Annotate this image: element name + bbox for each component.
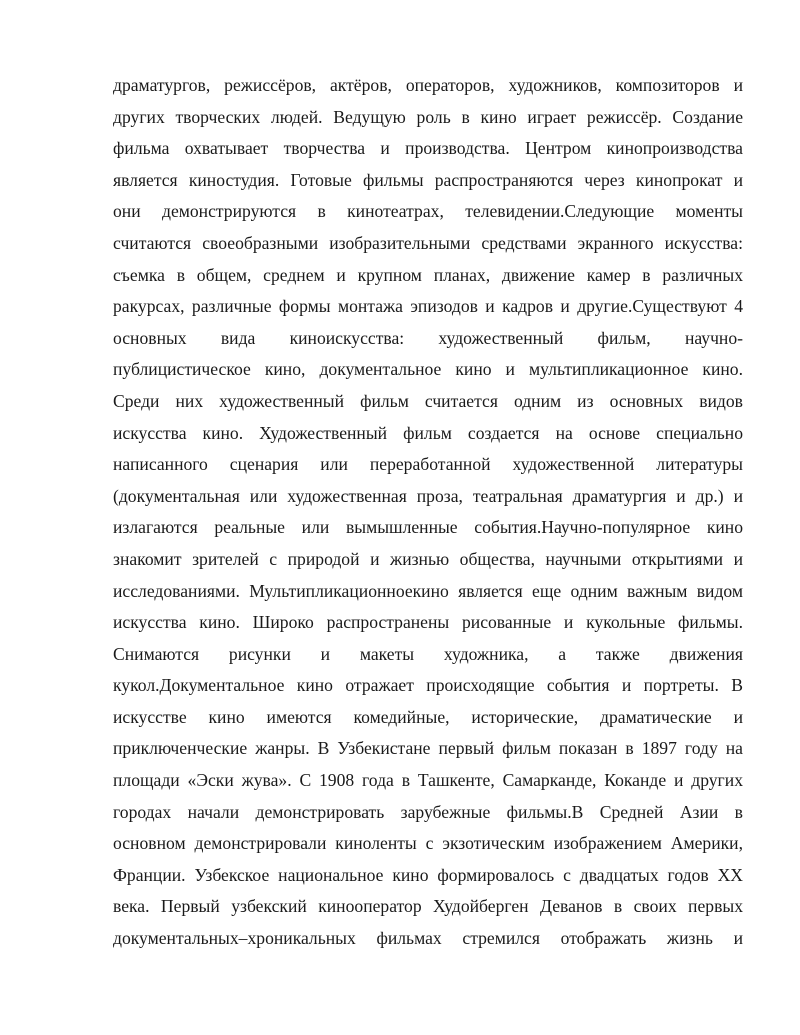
text-line: считаются своеобразными изобразительными средствами экранного искусства: [113,232,743,253]
text-line: других творческих людей. Ведущую роль в кино играет режиссёр. Создание [113,106,743,127]
text-line: знакомит зрителей с природой и жизнью общества, научными открытиями и [113,548,743,569]
text-line: документальных–хроникальных фильмах стремился отображать жизнь и [113,928,743,949]
text-line: исследованиями. Мультипликационноекино является еще одним важным видом [113,580,743,601]
text-line: публицистическое кино, документальное кино и мультипликационное кино. [113,359,743,380]
text-line: городах начали демонстрировать зарубежные фильмы.В Средней Азии в [113,801,743,822]
text-line: является киностудия. Готовые фильмы распространяются через кинопрокат и [113,169,743,190]
text-line: они демонстрируются в кинотеатрах, телевидении.Следующие моменты [113,201,743,222]
text-line: кукол.Документальное кино отражает происходящие события и портреты. В [113,675,743,696]
text-line: искусства кино. Художественный фильм создается на основе специально [113,422,743,443]
text-line: драматургов, режиссёров, актёров, операторов, художников, композиторов и [113,75,743,95]
text-line: приключенческие жанры. В Узбекистане первый фильм показан в 1897 году на [113,738,743,759]
text-line: площади «Эски жува». С 1908 года в Ташкенте, Самарканде, Коканде и других [113,770,743,791]
text-line: (документальная или художественная проза, театральная драматургия и др.) и [113,485,743,506]
text-line: Франции. Узбекское национальное кино формировалось с двадцатых годов XX [113,864,743,885]
text-line: фильма охватывает творчества и производства. Центром кинопроизводства [113,138,743,159]
text-line: Среди них художественный фильм считается одним из основных видов [113,390,743,411]
text-line: искусстве кино имеются комедийные, исторические, драматические и [113,706,743,727]
text-line: съемка в общем, среднем и крупном планах, движение камер в различных [113,264,743,285]
body-text [113,70,743,955]
text-line: ракурсах, различные формы монтажа эпизодов и кадров и другие.Существуют 4 [113,296,743,317]
text-line: искусства кино. Широко распространены рисованные и кукольные фильмы. [113,612,743,633]
text-line: основных вида киноискусства: художественный фильм, научно- [113,327,743,348]
text-line: написанного сценария или переработанной художественной литературы [113,454,743,475]
text-line: излагаются реальные или вымышленные события.Научно-популярное кино [113,517,743,538]
text-line: основном демонстрировали киноленты с экзотическим изображением Америки, [113,833,743,854]
text-line: Снимаются рисунки и макеты художника, а также движения [113,643,743,664]
text-line: века. Первый узбекский кинооператор Худойберген Деванов в своих первых [113,896,743,917]
